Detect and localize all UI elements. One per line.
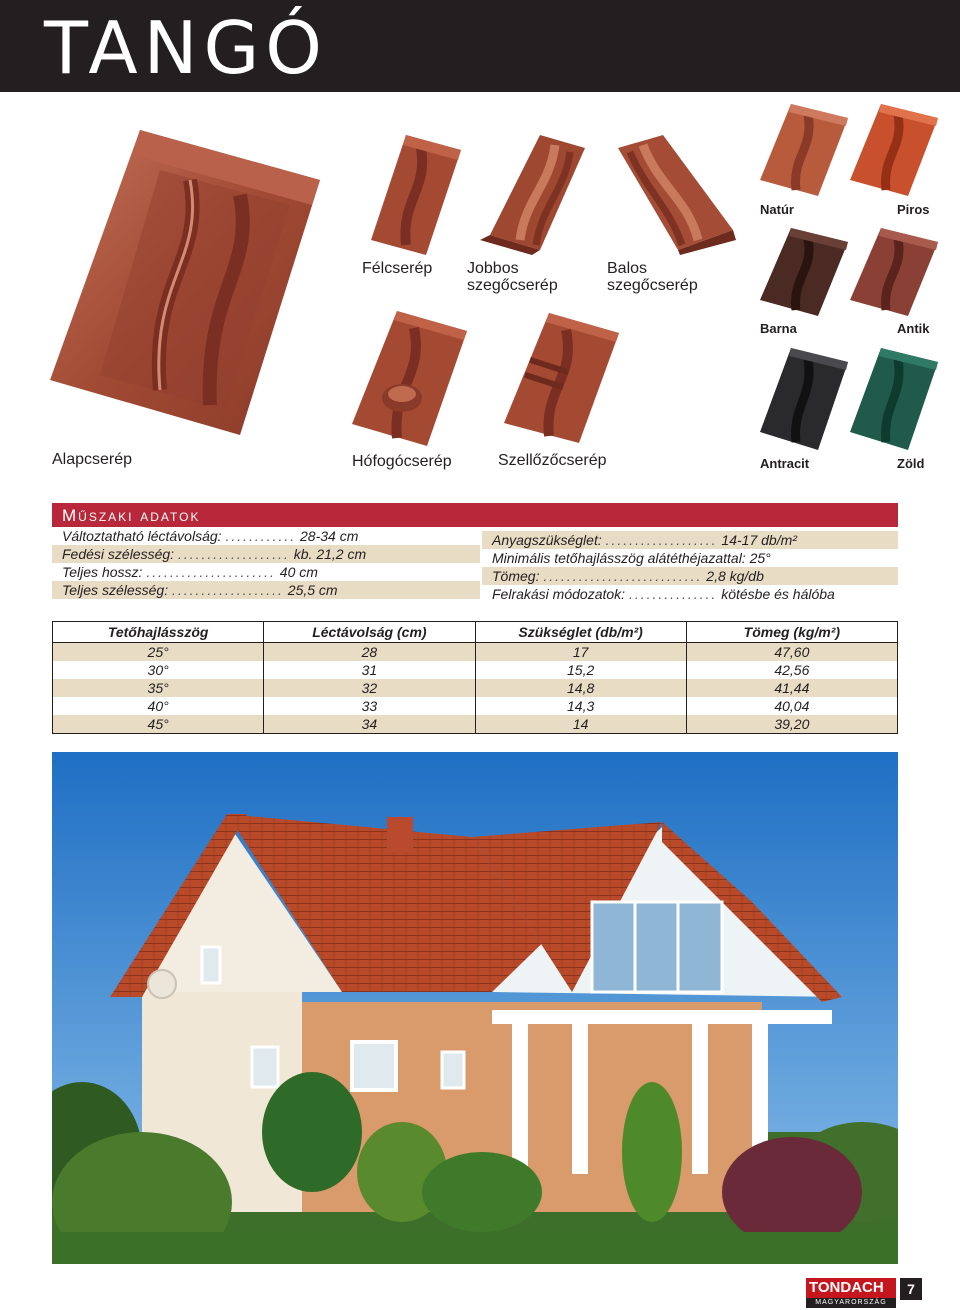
table-cell: 35° [53,679,264,697]
table-cell: 14,8 [475,679,686,697]
tech-label: Felrakási módozatok: [492,586,626,602]
table-cell: 33 [264,697,475,715]
right-verge-tile-image [470,130,590,255]
logo-brand: TONDACH [806,1278,896,1298]
tech-row [482,585,898,603]
tech-value: 25,5 cm [287,582,338,598]
tech-row [482,531,898,549]
swatch-label-barna: Barna [760,321,797,336]
tech-label: Minimális tetőhajlásszög alátéthéjazattal: [492,550,746,566]
left-verge-tile-image [608,130,738,255]
table-cell: 14 [475,715,686,734]
tech-dots: ................... [177,546,290,562]
tech-value: 28-34 cm [300,528,359,544]
caption-balos-line2: szegőcserép [607,277,698,294]
snow-guard-tile-image [342,306,472,451]
table-cell: 30° [53,661,264,679]
tech-dots: ............ [225,528,297,544]
table-cell: 47,60 [686,643,897,662]
swatch-label-zold: Zöld [897,456,925,471]
caption-hofogocserep: Hófogócserép [352,453,452,470]
table-cell: 42,56 [774,662,810,678]
technical-data-heading: Műszaki adatok [52,503,898,527]
table-row [53,643,898,662]
caption-jobbos-line2: szegőcserép [467,277,558,294]
col-header-weight: Tömeg (kg/m²) [686,622,897,643]
swatch-natur-image [756,100,852,200]
tech-value: 14-17 db/m² [721,532,797,548]
tech-dots: ................... [605,532,718,548]
tech-value: kötésbe és hálóba [721,586,835,602]
tech-row [482,567,898,585]
page-number: 7 [900,1278,922,1300]
tech-row [52,527,480,545]
col-header-pitch: Tetőhajlásszög [53,622,264,643]
caption-alapcserep: Alapcserép [52,451,133,468]
technical-data-right [482,531,898,603]
swatch-antik-image [846,224,942,320]
ventilation-tile-image [494,308,624,448]
swatch-label-antracit: Antracit [760,456,810,471]
table-cell: 17 [475,643,686,662]
table-header-row [53,622,898,643]
logo-subtitle: MAGYARORSZÁG [806,1298,896,1308]
tech-dots: ............... [628,586,718,602]
table-cell: 41,44 [686,679,897,697]
table-cell: 31 [264,661,475,679]
tech-value: 2,8 kg/db [706,568,764,584]
base-tile-image [40,110,340,440]
tech-label: Anyagszükséglet: [492,532,602,548]
table-row [53,661,898,679]
house-photo [52,752,898,1264]
caption-balos [607,260,698,294]
caption-jobbos-line1: Jobbos [467,260,519,277]
table-cell: 15,2 [475,661,686,679]
page-title: TANGÓ [44,6,328,90]
table-cell: 32 [264,679,475,697]
technical-data-left [52,527,480,599]
caption-jobbos [467,260,558,294]
spec-table [52,621,898,734]
swatch-label-antik: Antik [897,321,930,336]
tech-row [52,545,480,563]
tech-row [52,563,480,581]
tech-dots: ................... [171,582,284,598]
table-cell: 28 [264,643,475,662]
swatch-label-piros: Piros [897,202,930,217]
tech-label: Teljes hossz: [62,564,143,580]
caption-felcserep: Félcserép [362,260,433,277]
caption-balos-line1: Balos [607,260,648,277]
table-cell: 45° [53,715,264,734]
col-header-batten: Léctávolság (cm) [264,622,475,643]
tech-row [482,549,898,567]
table-cell: 34 [264,715,475,734]
swatch-antracit-image [756,344,852,454]
swatch-zold-image [846,344,942,454]
table-row [53,679,898,697]
tech-dots: ...................... [146,564,276,580]
tondach-logo [806,1278,896,1308]
tech-row [52,581,480,599]
table-cell: 40,04 [774,698,810,714]
table-row [53,715,898,734]
tech-label: Tömeg: [492,568,540,584]
technical-data-box [52,503,898,605]
table-row [53,697,898,715]
tech-label: Teljes szélesség: [62,582,169,598]
tech-value: 25° [749,550,771,566]
table-cell: 25° [53,643,264,662]
tech-label: Fedési szélesség: [62,546,175,562]
tech-dots: ........................... [543,568,703,584]
table-cell: 14,3 [475,697,686,715]
swatch-barna-image [756,224,852,320]
header-bar [0,0,960,92]
caption-szellozocserep: Szellőzőcserép [498,452,607,469]
table-cell: 39,20 [686,715,897,734]
half-tile-image [366,130,466,260]
tech-value: kb. 21,2 cm [293,546,367,562]
swatch-piros-image [846,100,942,200]
tech-label: Változtatható léctávolság: [62,528,222,544]
table-cell: 40° [53,697,264,715]
tech-value: 40 cm [279,564,318,580]
col-header-need: Szükséglet (db/m²) [475,622,686,643]
swatch-label-natur: Natúr [760,202,794,217]
